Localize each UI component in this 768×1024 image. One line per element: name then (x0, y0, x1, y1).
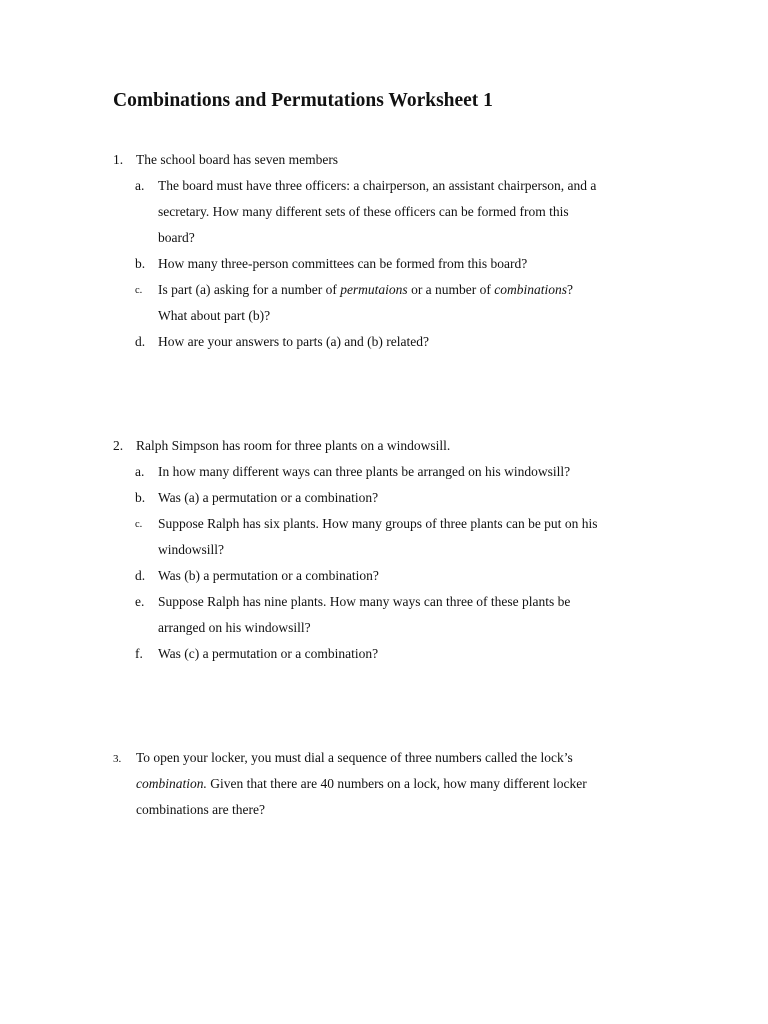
part-letter: d. (135, 568, 146, 583)
part-text-segment: or a number of (407, 282, 495, 297)
part-text: How many three-person committees can be formed from this board? (158, 256, 528, 271)
question-text: combinations are there? (136, 802, 265, 817)
part-text: arranged on his windowsill? (158, 620, 311, 635)
question-text-segment: Given that there are 40 numbers on a lock, how many different locker (206, 776, 587, 791)
part-letter: e. (135, 594, 145, 609)
part-text: How are your answers to parts (a) and (b) related? (158, 334, 430, 349)
part-letter: f. (135, 646, 143, 661)
question-number: 2. (113, 438, 124, 453)
part-letter: d. (135, 334, 146, 349)
emphasis-combinations: combinations (494, 282, 568, 297)
part-letter: a. (135, 464, 145, 479)
question-number: 3. (113, 753, 122, 765)
part-text-segment: Is part (a) asking for a number of (158, 282, 341, 297)
part-text: Was (b) a permutation or a combination? (158, 568, 379, 583)
part-text-segment: ? (567, 282, 574, 297)
page-title: Combinations and Permutations Worksheet 1 (113, 90, 493, 111)
part-text: board? (158, 230, 195, 245)
part-text: secretary. How many different sets of these officers can be formed from this (158, 204, 569, 219)
part-text: In how many different ways can three plants be arranged on his windowsill? (158, 464, 571, 479)
part-text: The board must have three officers: a chairperson, an assistant chairperson, and a (158, 178, 597, 193)
part-letter: a. (135, 178, 145, 193)
question-number: 1. (113, 152, 124, 167)
question-text: The school board has seven members (136, 152, 339, 167)
part-text: What about part (b)? (158, 308, 271, 323)
part-letter: b. (135, 256, 146, 271)
part-text: Was (c) a permutation or a combination? (158, 646, 379, 661)
part-text: Suppose Ralph has nine plants. How many ways can three of these plants be (158, 594, 571, 609)
part-letter: b. (135, 490, 146, 505)
part-letter: c. (135, 519, 143, 530)
question-text (136, 775, 587, 793)
part-text (158, 281, 573, 299)
part-letter: c. (135, 285, 143, 296)
part-text: Suppose Ralph has six plants. How many groups of three plants can be put on his (158, 516, 598, 531)
part-text: windowsill? (158, 542, 224, 557)
emphasis-combination: combination. (136, 776, 207, 791)
emphasis-permutaions: permutaions (340, 282, 408, 297)
part-text: Was (a) a permutation or a combination? (158, 490, 379, 505)
question-text: To open your locker, you must dial a sequence of three numbers called the lock’s (136, 750, 573, 765)
question-text: Ralph Simpson has room for three plants on a windowsill. (136, 438, 451, 453)
